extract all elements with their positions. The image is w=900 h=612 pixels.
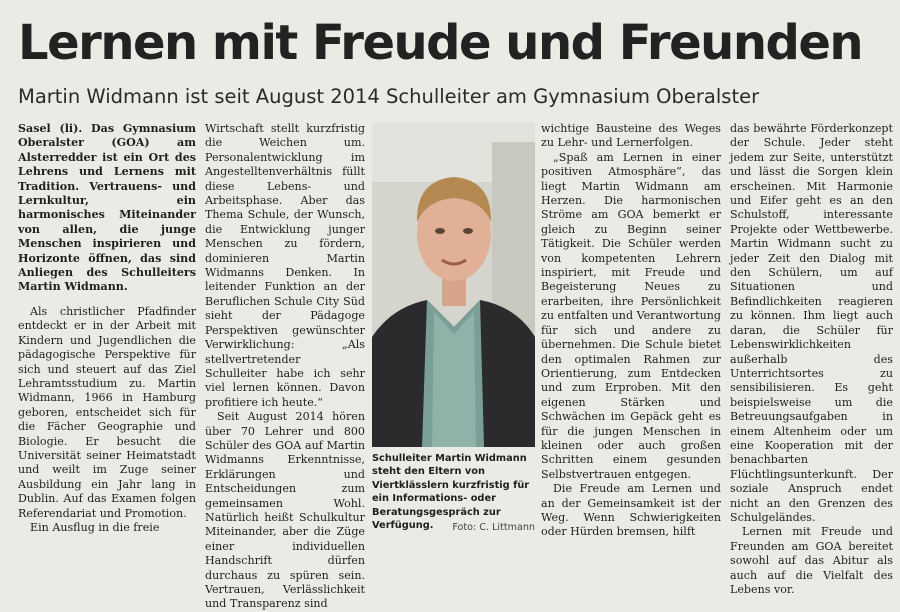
body-paragraph: Wirtschaft stellt kurzfristig die Weichen um. Personalentwicklung im Angestelltenverhältnis füllt diese Lebens- und Arbeitsphase. Aber das Thema Schule, der Wunsch, die Entwicklung junger Menschen zu fördern, dominieren Martin Widmanns Denken. In leitender Funktion an der Beruflichen Schule City Süd sieht der Pädagoge Perspektiven gewünschter Verwirklichung: „Als stellvertretender Schulleiter habe ich sehr viel lernen können. Davon profitiere ich heute.“ xyxy=(205,122,365,409)
body-paragraph: das bewährte Förderkonzept der Schule. Jeder steht jedem zur Seite, unterstützt und lässt die Sorgen klein erscheinen. Mit Harmonie und Eifer geht es an den Schulstoff, interessante Projekte oder Wettbewerbe. Martin Widmann sucht zu jeder Zeit den Dialog mit den Schülern, um auf Situationen und Befindlichkeiten reagieren zu können. Ihm liegt auch daran, die Schüler für Lebenswirklichkeiten außerhalb des Unterrichtsortes zu sensibilisieren. Es geht beispielsweise um die Betreuungsaufgaben in einem Altenheim oder um eine Kooperation mit der benachbarten Flüchtlingsunterkunft. Der soziale Anspruch endet nicht an den Grenzen des Schulgeländes. xyxy=(730,122,893,524)
headline: Lernen mit Freude und Freunden xyxy=(18,15,863,71)
body-paragraph: Seit August 2014 hören über 70 Lehrer und 800 Schüler des GOA auf Martin Widmanns Erkenntnisse, Erklärungen und Entscheidungen zum gemeinsamen Wohl. Natürlich heißt Schulkultur Miteinander, aber die Züge einer individuellen Handschrift dürfen durchaus zu spüren sein. Vertrauen, Verlässlichkeit und Transparenz sind xyxy=(205,410,365,611)
body-paragraph: Die Freude am Lernen und an der Gemeinsamkeit ist der Weg. Wenn Schwierigkeiten oder Hürden bremsen, hilft xyxy=(541,482,721,539)
portrait-photo xyxy=(372,122,535,447)
photo-credit: Foto: C. Littmann xyxy=(452,522,535,533)
body-paragraph: Lernen mit Freude und Freunden am GOA bereitet sowohl auf das Abitur als auch auf die Vielfalt des Lebens vor. xyxy=(730,525,893,596)
body-paragraph: Als christlicher Pfadfinder entdeckt er in der Arbeit mit Kindern und Jugendlichen die pädagogische Perspektive für sich und steuert auf das Ziel Lehramtsstudium zu. Martin Widmann, 1966 in Hamburg geboren, entscheidet sich für die Fächer Geographie und Biologie. Er besucht die Universität seiner Heimatstadt und weilt im Zuge seiner Ausbildung ein Jahr lang in Dublin. Auf das Examen folgen Referendariat und Promotion. xyxy=(18,304,196,520)
lead-paragraph: Sasel (li). Das Gymnasium Oberalster (GOA) am Alsterredder ist ein Ort des Lehrens und Lernens mit Tradition. Vertrauens- und Lernkultur, ein harmonisches Miteinander von allen, die junge Menschen inspirieren und Horizonte öffnen, das sind Anliegen des Schulleiters Martin Widmann. xyxy=(18,122,196,294)
article-column-2 xyxy=(205,122,365,611)
subtitle: Martin Widmann ist seit August 2014 Schulleiter am Gymnasium Oberalster xyxy=(18,85,760,108)
photo-block xyxy=(372,122,535,542)
photo-caption: Schulleiter Martin Widmann steht den Eltern von Viertklässlern kurzfristig für ein Informations- oder Beratungsgespräch zur Verfügung. xyxy=(372,453,530,532)
body-paragraph: Ein Ausflug in die freie xyxy=(30,520,160,534)
article-column-5 xyxy=(730,122,893,596)
article-column-4 xyxy=(541,122,721,542)
article-column-1 xyxy=(18,122,196,542)
body-paragraph: „Spaß am Lernen in einer positiven Atmosphäre“, das liegt Martin Widmann am Herzen. Die harmonischen Ströme am GOA bemerkt er gleich zu Beginn seiner Tätigkeit. Die Schüler werden von kompetenten Lehrern inspiriert, mit Freude und Begeisterung Neues zu erarbeiten, ihre Persönlichkeit zu entfalten und Verantwortung für sich und andere zu übernehmen. Die Schule bietet den optimalen Rahmen zur Orientierung, zum Entdecken und zum Erproben. Mit den eigenen Stärken und Schwächen im Gepäck geht es für die jungen Menschen in kleinen oder auch großen Schritten einem gesunden Selbstvertrauen entgegen. xyxy=(541,150,721,481)
body-paragraph: wichtige Bausteine des Weges zu Lehr- und Lernerfolgen. xyxy=(541,122,721,150)
